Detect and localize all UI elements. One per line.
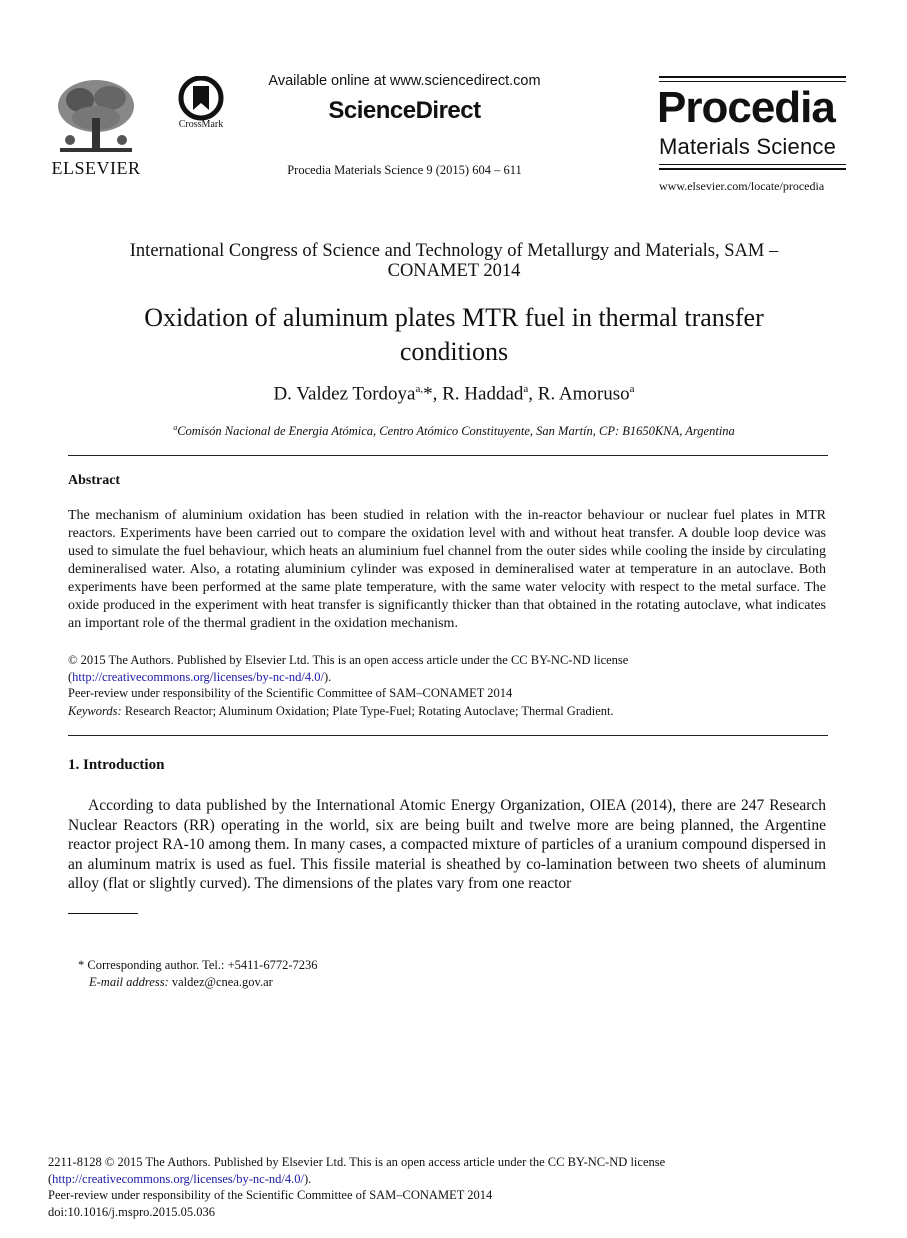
affiliation-text: Comisón Nacional de Energia Atómica, Centro Atómico Constituyente, San Martín, CP: B1650KNA, Argentina bbox=[177, 424, 735, 439]
crossmark-label: CrossMark bbox=[178, 119, 224, 130]
paren-close: ). bbox=[323, 669, 332, 684]
affiliation bbox=[68, 423, 840, 439]
elsevier-wordmark: ELSEVIER bbox=[51, 158, 141, 178]
divider bbox=[68, 455, 828, 456]
journal-top-rule bbox=[659, 76, 846, 78]
author-name: R. Amoruso bbox=[537, 383, 630, 405]
email-label: E-mail address: bbox=[89, 974, 169, 989]
congress-line-1: International Congress of Science and Technology of Metallurgy and Materials, SAM – bbox=[129, 241, 779, 261]
journal-subtitle: Materials Science bbox=[659, 134, 837, 159]
corresponding-mark: * bbox=[423, 383, 433, 405]
license-line: © 2015 The Authors. Published by Elsevier Ltd. This is an open access article under the CC BY-NC-ND license bbox=[68, 653, 629, 667]
footnote bbox=[78, 957, 578, 990]
abstract-heading: Abstract bbox=[68, 473, 121, 488]
introduction-text: According to data published by the International Atomic Energy Organization, OIEA (2014), there are 247 Research Nuclear Reactors (RR) operating in the world, six are being built and twelve more are being planned, the Argentine reactor project RA-10 among them. In many cases, a compacted mixture of particles of a uranium compound dispersed in an aluminum matrix is used as fuel. This fissile material is sheathed by co-lamination between two sheets of aluminum alloy (flat or slightly curved). The dimensions of the plates vary from one reactor bbox=[68, 797, 826, 893]
author-name: D. Valdez Tordoya bbox=[273, 383, 416, 405]
title-line-2: conditions bbox=[399, 337, 509, 366]
abstract-text: The mechanism of aluminium oxidation has been studied in relation with the in-reactor behaviour or nuclear fuel plates in MTR reactors. Experiments have been carried out to compare the oxidation level with and without heat transfer. A double loop device was used to simulate the fuel behaviour, which heats an aluminium fuel channel from the outer sides while cooling the inside by circulating demineralised water. Also, a rotating aluminium cylinder was exposed in demineralised water at temperature in an autoclave. Both experiments have been performed at the same plate temperature, with the same water velocity with respect to the metal surface. The oxide produced in the experiment with heat transfer is significantly thicker than that obtained in the rotating autoclave, what indicates an important role of the thermal gradient in the oxidation mechanism. bbox=[68, 508, 826, 631]
footnote-rule bbox=[68, 913, 138, 914]
paren-open: ( bbox=[68, 669, 73, 684]
corresponding-author bbox=[78, 957, 578, 974]
email-address[interactable]: valdez@cnea.gov.ar bbox=[171, 974, 273, 989]
footer-license: 2211-8128 © 2015 The Authors. Published by Elsevier Ltd. This is an open access article under the CC BY-NC-ND license bbox=[48, 1155, 666, 1169]
corresponding-text: Corresponding author. Tel.: +5411-6772-7236 bbox=[87, 958, 318, 972]
journal-bottom-rule-thin bbox=[659, 164, 846, 165]
paren-close: ). bbox=[303, 1171, 312, 1186]
author-affil-sup: a bbox=[523, 383, 529, 395]
introduction-heading: 1. Introduction bbox=[68, 757, 165, 773]
title-line-1: Oxidation of aluminum plates MTR fuel in thermal transfer bbox=[144, 303, 764, 332]
paper-title bbox=[68, 301, 840, 369]
keywords-text: Research Reactor; Aluminum Oxidation; Plate Type-Fuel; Rotating Autoclave; Thermal Gradient. bbox=[124, 704, 614, 718]
license-link-line bbox=[68, 669, 828, 686]
email-line bbox=[78, 974, 578, 991]
affiliation-sup: a bbox=[173, 423, 178, 432]
author-affil-sup: a bbox=[629, 383, 635, 395]
available-online-text: Available online at www.sciencedirect.com bbox=[268, 73, 541, 89]
journal-url[interactable]: www.elsevier.com/locate/procedia bbox=[659, 179, 825, 193]
congress-name bbox=[68, 241, 840, 281]
author-affil-sup: a, bbox=[415, 383, 424, 395]
congress-line-2: CONAMET 2014 bbox=[387, 261, 521, 281]
peer-review-line: Peer-review under responsibility of the Scientific Committee of SAM–CONAMET 2014 bbox=[68, 686, 513, 700]
license-link[interactable]: http://creativecommons.org/licenses/by-nc-nd/4.0/ bbox=[72, 669, 324, 684]
journal-reference: Procedia Materials Science 9 (2015) 604 – 611 bbox=[287, 163, 522, 177]
sciencedirect-wordmark: ScienceDirect bbox=[328, 97, 481, 124]
footer-license-link[interactable]: http://creativecommons.org/licenses/by-nc-nd/4.0/ bbox=[52, 1171, 304, 1186]
footnote-mark: * bbox=[78, 958, 85, 972]
journal-name: Procedia bbox=[657, 83, 835, 132]
author-list: D. Valdez Tordoya$^{a,}$*, R. Haddad$^a$, R. Amoruso$^a$ bbox=[273, 383, 635, 405]
divider bbox=[68, 735, 828, 736]
keywords-label: Keywords: bbox=[68, 704, 122, 718]
paren-open: ( bbox=[48, 1171, 53, 1186]
footer-link-line bbox=[48, 1171, 848, 1188]
keywords bbox=[68, 704, 828, 719]
page-footer bbox=[48, 1154, 848, 1220]
journal-bottom-rule bbox=[659, 168, 846, 170]
license-block bbox=[68, 652, 828, 702]
footer-doi[interactable]: doi:10.1016/j.mspro.2015.05.036 bbox=[48, 1204, 216, 1219]
footer-peer-review: Peer-review under responsibility of the Scientific Committee of SAM–CONAMET 2014 bbox=[48, 1188, 493, 1202]
author-name: R. Haddad bbox=[442, 383, 524, 405]
